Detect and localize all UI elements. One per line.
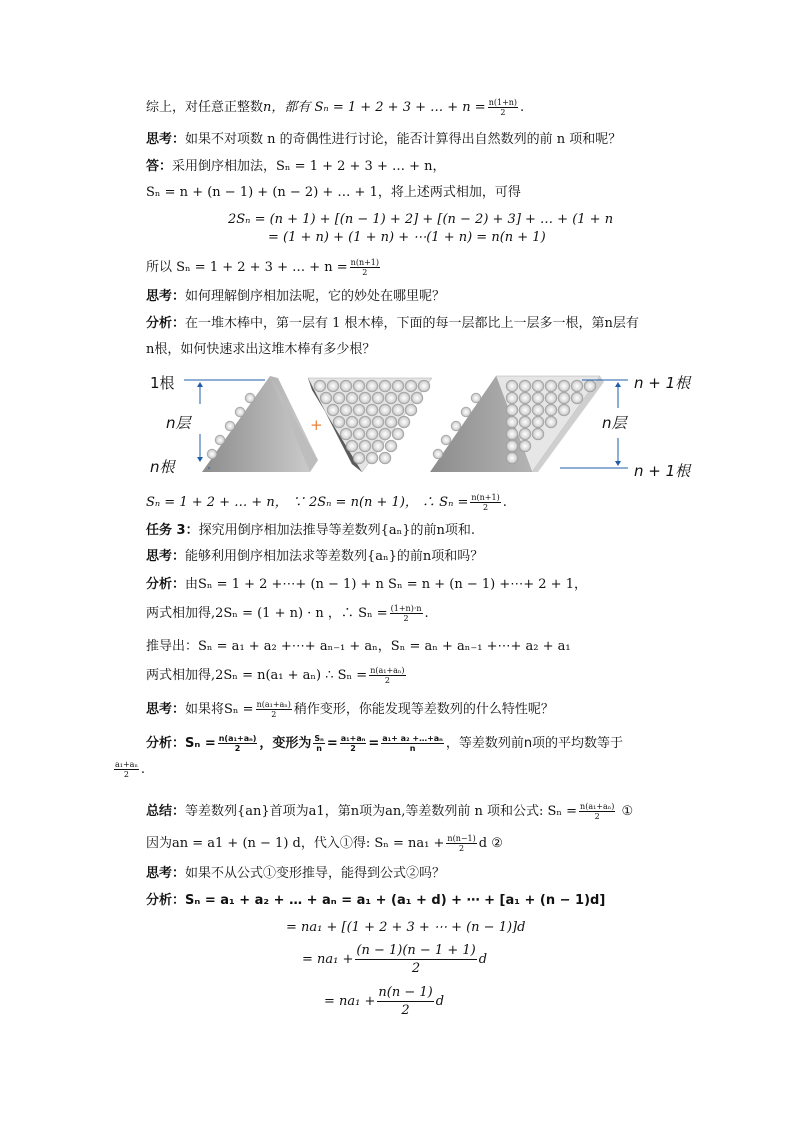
- text: 所以 Sₙ = 1 + 2 + 3 + … + n =: [146, 260, 348, 275]
- fraction: [340, 734, 367, 753]
- numerator: a₁+ a₂ +…+aₙ: [382, 734, 443, 743]
- sum-equation-2: [268, 229, 546, 247]
- formula: Sₙ =: [185, 736, 216, 751]
- denominator: 2: [350, 744, 356, 753]
- fraction: [369, 666, 405, 685]
- denominator: 2: [362, 268, 368, 277]
- text: ，变形为: [259, 736, 312, 751]
- formula: = na₁ + [(1 + 2 + 3 + ⋯ + (n − 1)]d: [286, 920, 526, 935]
- numerator: n(a₁+aₙ): [218, 734, 257, 743]
- numerator: n(n+1): [471, 493, 500, 502]
- text: 等差数列{an}首项为a1，第n项为an,等差数列前 n 项和公式: Sₙ =: [185, 804, 578, 819]
- fraction: [579, 802, 615, 821]
- denominator: 2: [234, 744, 241, 753]
- logs-figure: [140, 368, 700, 480]
- formula: Sₙ = a₁ + a₂ + … + aₙ = a₁ + (a₁ + d) + ⋯ + [a₁ + (n − 1)d]: [185, 893, 606, 908]
- text: 如何理解倒序相加法呢，它的妙处在哪里呢？: [185, 289, 446, 304]
- think-line-2: [146, 288, 445, 306]
- text: 稍作变形，你能发现等差数列的什么特性呢？: [293, 702, 554, 717]
- numerator: a₁+aₙ: [115, 760, 138, 769]
- numerator: (1+n)·n: [390, 604, 422, 613]
- fraction: [446, 834, 476, 853]
- triangle-stack: [202, 376, 318, 472]
- label-one-log: 1根: [150, 374, 175, 392]
- label: 思考：: [146, 866, 186, 881]
- numerator: a₁+aₙ: [340, 734, 366, 743]
- formula: d: [478, 952, 488, 967]
- equals: =: [326, 736, 338, 751]
- label: 思考：: [146, 549, 186, 564]
- text: 两式相加得,2Sₙ = n(a₁ + aₙ) ∴ Sₙ =: [146, 668, 368, 683]
- summary-line: [146, 802, 633, 821]
- numerator: n(n+1): [350, 258, 380, 267]
- formula: = na₁ +: [302, 952, 354, 967]
- denominator: 2: [411, 961, 421, 976]
- analysis-line-2: [146, 341, 375, 359]
- denominator: 2: [459, 844, 465, 853]
- text: Sₙ = n + (n − 1) + (n − 2) + … + 1，将上述两式相加，可得: [146, 185, 521, 200]
- text: 能够利用倒序相加法求等差数列{aₙ}的前n项和吗？: [185, 549, 484, 564]
- reverse-sum-line: [146, 184, 521, 202]
- label: 任务 3：: [146, 523, 199, 538]
- label: 思考：: [146, 132, 186, 147]
- text: 采用倒序相加法，Sₙ = 1 + 2 + 3 + … + n，: [172, 159, 446, 174]
- formula: d: [435, 994, 445, 1009]
- numerator: n(1+n): [488, 98, 518, 107]
- label-n-layers-left: n层: [166, 414, 191, 432]
- text: ，等差数列前n项的平均数等于: [445, 736, 624, 751]
- think-line-5: [146, 865, 445, 883]
- period: .: [140, 762, 146, 777]
- denominator: 2: [271, 710, 277, 719]
- text: d ②: [478, 836, 503, 851]
- derive-line: [146, 638, 571, 656]
- so-line: [146, 258, 382, 277]
- label-n-plus-1-bottom: n + 1根: [634, 462, 691, 480]
- fraction: [256, 700, 292, 719]
- formula: Sₙ = 1 + 2 + … + n， ∵ 2Sₙ = n(n + 1)， ∴ Sₙ =: [146, 495, 469, 510]
- text: n根，如何快速求出这堆木棒有多少根？: [146, 342, 376, 357]
- denominator: 2: [403, 614, 409, 623]
- denominator: 2: [594, 812, 600, 821]
- text: 由Sₙ = 1 + 2 +⋯+ (n − 1) + n Sₙ = n + (n − 1) +⋯+ 2 + 1，: [185, 577, 587, 592]
- text: 探究用倒序相加法推导等差数列{aₙ}的前n项和.: [198, 523, 475, 538]
- label: 思考：: [146, 289, 186, 304]
- analysis-line-4: [146, 734, 623, 753]
- task-3-line: [146, 522, 475, 540]
- denominator: 2: [483, 503, 489, 512]
- text: 因为an = a1 + (n − 1) d，代入①得: Sₙ = na₁ +: [146, 836, 445, 851]
- numerator: (n − 1)(n − 1 + 1): [356, 943, 476, 958]
- text: 如果不对项数 n 的奇偶性进行讨论，能否计算得出自然数列的前 n 项和呢？: [185, 132, 622, 147]
- add-line-1: 两式相加得,2Sₙ = (1 + n) · n ，∴ Sₙ = $\frac{(1+n)\cdot n}{2}$ .: [146, 604, 429, 623]
- formula-number: ①: [621, 804, 634, 819]
- formula: 2Sₙ = (n + 1) + [(n − 1) + 2] + [(n − 2) + 3] + … + (1 + n: [228, 212, 614, 227]
- answer-line: [146, 158, 446, 176]
- label-n-plus-1-top: n + 1根: [634, 374, 691, 392]
- step-2: [302, 942, 487, 978]
- step-3: [324, 984, 444, 1020]
- text: 两式相加得,2Sₙ = (1 + n) · n ，∴ Sₙ =: [146, 606, 388, 621]
- think-line-4: [146, 700, 554, 719]
- denominator: n: [409, 744, 416, 753]
- text: 综上，对任意正整数: [146, 100, 264, 115]
- analysis-line-1: [146, 315, 639, 333]
- fraction: [114, 760, 139, 779]
- average-fraction-line: [112, 760, 145, 779]
- text: 在一堆木棒中，第一层有 1 根木棒，下面的每一层都比上一层多一根，第n层有: [185, 316, 639, 331]
- denominator: 2: [500, 108, 506, 117]
- label-n-logs: n根: [150, 458, 175, 476]
- label: 分析：: [146, 577, 186, 592]
- label: 分析：: [146, 736, 186, 751]
- fraction: [488, 98, 518, 117]
- fraction: [355, 942, 476, 977]
- label: 分析：: [146, 316, 186, 331]
- fraction: [390, 604, 423, 623]
- fraction: [218, 734, 258, 753]
- equals: =: [368, 736, 380, 751]
- label: 思考：: [146, 702, 186, 717]
- denominator: 2: [384, 676, 390, 685]
- logs-sum-line: Sₙ = 1 + 2 + … + n， ∵ 2Sₙ = n(n + 1)， ∴ Sₙ = $\frac{n(n+1)}{2}$ .: [146, 493, 507, 512]
- add-line-2: [146, 666, 408, 685]
- numerator: Sₙ: [314, 734, 324, 743]
- formula: = na₁ +: [324, 994, 376, 1009]
- numerator: n(a₁+aₙ): [580, 802, 615, 811]
- denominator: n: [316, 744, 322, 753]
- substitute-line: [146, 834, 503, 853]
- conclusion-line: 综上，对任意正整数n，都有 Sₙ = 1 + 2 + 3 + … + n = $\frac{n(1+n)}{2}$ .: [146, 98, 525, 117]
- step-1: [286, 919, 525, 937]
- text: 如果不从公式①变形推导，能得到公式②吗？: [185, 866, 446, 881]
- fraction: [350, 258, 380, 277]
- think-line-3: [146, 548, 483, 566]
- fraction: [381, 734, 444, 753]
- denominator: 2: [123, 770, 129, 779]
- label: 总结：: [146, 804, 186, 819]
- formula: n，都有 Sₙ = 1 + 2 + 3 + … + n =: [263, 100, 486, 115]
- analysis-line-3: [146, 576, 587, 594]
- numerator: n(n − 1): [378, 985, 433, 1000]
- text: 推导出：Sₙ = a₁ + a₂ +⋯+ aₙ₋₁ + aₙ，Sₙ = aₙ + aₙ₋₁ +⋯+ a₂ + a₁: [146, 639, 571, 654]
- think-line-1: [146, 131, 621, 149]
- fraction: [470, 493, 500, 512]
- label: 分析：: [146, 893, 186, 908]
- fraction: [377, 984, 433, 1019]
- text: 如果将Sₙ =: [185, 702, 254, 717]
- fraction: [313, 734, 324, 753]
- sum-equation-1: [228, 211, 613, 229]
- numerator: n(n−1): [447, 834, 476, 843]
- analysis-line-5: [146, 892, 605, 910]
- denominator: 2: [401, 1003, 410, 1018]
- label: 答：: [146, 159, 173, 174]
- numerator: n(a₁+aₙ): [256, 700, 291, 709]
- formula: = (1 + n) + (1 + n) + ⋯(1 + n) = n(n + 1): [268, 230, 546, 245]
- plus-sign: +: [310, 416, 323, 434]
- label-n-layers-right: n层: [602, 414, 627, 432]
- numerator: n(a₁+aₙ): [370, 666, 405, 675]
